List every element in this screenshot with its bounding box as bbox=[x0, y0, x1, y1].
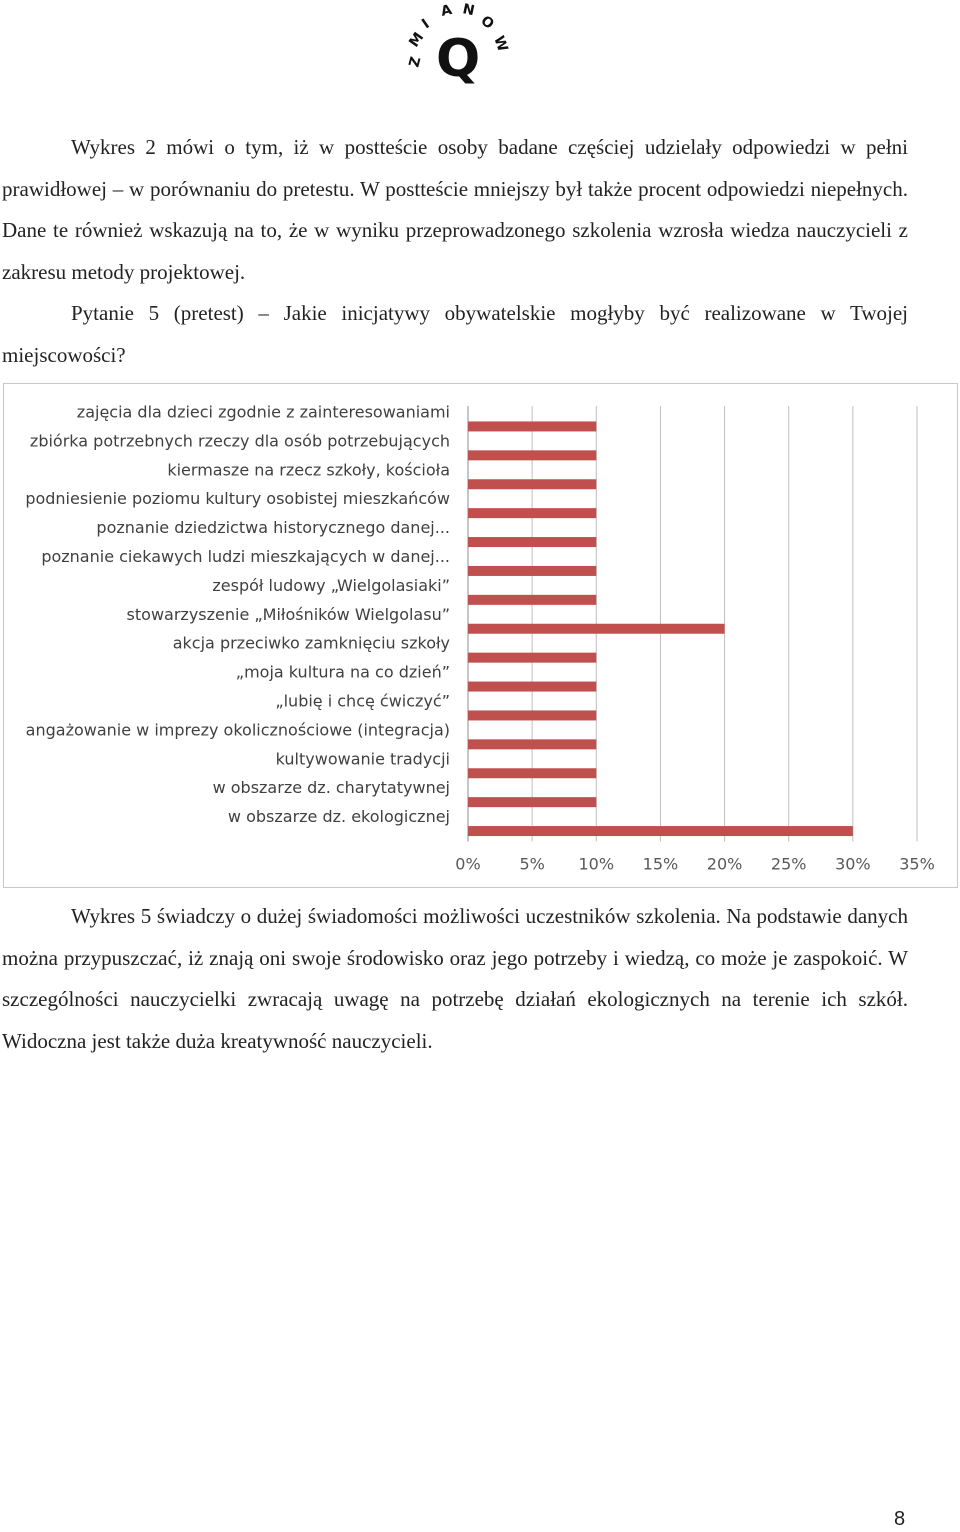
category-label: zbiórka potrzebnych rzeczy dla osób potrzebujących bbox=[29, 431, 450, 451]
category-label: poznanie ciekawych ludzi mieszkających w danej... bbox=[41, 546, 450, 566]
logo-letter: N bbox=[461, 1, 476, 20]
bar bbox=[468, 826, 853, 836]
category-label: „lubię i chcę ćwiczyć” bbox=[275, 691, 450, 711]
bar bbox=[468, 653, 596, 663]
bar bbox=[468, 450, 596, 460]
category-label: w obszarze dz. ekologicznej bbox=[227, 807, 450, 827]
question-heading bbox=[2, 293, 908, 376]
logo-letter: Z bbox=[406, 55, 425, 70]
logo-letter: A bbox=[439, 2, 454, 20]
x-tick-label: 35% bbox=[899, 854, 935, 874]
logo-letter: M bbox=[406, 29, 428, 51]
x-tick-label: 20% bbox=[706, 854, 743, 874]
x-tick-label: 30% bbox=[835, 854, 871, 874]
category-label: w obszarze dz. charytatywnej bbox=[212, 778, 450, 798]
logo-q-letter: Q bbox=[436, 29, 481, 89]
paragraph-intro-text: Wykres 2 mówi o tym, iż w postteście osoby badane częściej udzielały odpowiedzi w pełni prawidłowej – w porównaniu do pretestu. W postteście mniejszy był także procent odpowiedzi niepełnych. Dane te również wskazują na to, że w wyniku przeprowadzonego szkolenia wzrosła wiedza nauczycieli z zakresu metody projektowej. bbox=[2, 135, 908, 284]
category-label: akcja przeciwko zamknięciu szkoły bbox=[172, 633, 450, 653]
bar bbox=[468, 710, 596, 720]
x-tick-label: 25% bbox=[770, 854, 807, 874]
category-label: angażowanie w imprezy okolicznościowe (integracja) bbox=[25, 720, 450, 740]
logo-letter: I bbox=[419, 16, 433, 33]
paragraph-conclusion bbox=[2, 896, 908, 1062]
bar-chart bbox=[4, 384, 957, 887]
bar bbox=[468, 682, 596, 692]
bar bbox=[468, 508, 596, 518]
paragraph-conclusion-text: Wykres 5 świadczy o dużej świadomości możliwości uczestników szkolenia. Na podstawie danych można przypuszczać, iż znają oni swoje środowisko oraz jego potrzeby i wiedzą, co może je zaspokoić. W szczególności nauczycielki zwracają uwagę na potrzebę działań ekologicznych na terenie ich szkół. Widoczna jest także duża kreatywność nauczycieli. bbox=[2, 904, 908, 1053]
category-label: poznanie dziedzictwa historycznego danej... bbox=[96, 518, 450, 538]
bar bbox=[468, 537, 596, 547]
x-tick-label: 15% bbox=[642, 854, 679, 874]
x-tick-label: 5% bbox=[519, 854, 545, 874]
logo-letter: O bbox=[477, 12, 497, 33]
logo-graphic bbox=[400, 0, 520, 90]
bar bbox=[468, 797, 596, 807]
bar bbox=[468, 421, 596, 431]
bar bbox=[468, 595, 596, 605]
category-label: podniesienie poziomu kultury osobistej mieszkańców bbox=[25, 489, 450, 509]
bar bbox=[468, 624, 725, 634]
chart-area bbox=[3, 383, 958, 888]
category-label: kiermasze na rzecz szkoły, kościoła bbox=[167, 460, 450, 480]
category-label: „moja kultura na co dzień” bbox=[235, 662, 450, 682]
logo-letter: W bbox=[490, 33, 511, 54]
bar bbox=[468, 566, 596, 576]
question-text: Pytanie 5 (pretest) – Jakie inicjatywy obywatelskie mogłyby być realizowane w Twojej miejscowości? bbox=[2, 301, 908, 367]
paragraph-intro bbox=[2, 127, 908, 293]
category-label: zespół ludowy „Wielgolasiaki” bbox=[212, 575, 450, 595]
bar bbox=[468, 768, 596, 778]
bar bbox=[468, 479, 596, 489]
x-tick-label: 0% bbox=[455, 854, 481, 874]
logo bbox=[400, 0, 520, 90]
x-tick-label: 10% bbox=[578, 854, 615, 874]
bar bbox=[468, 739, 596, 749]
category-label: stowarzyszenie „Miłośników Wielgolasu” bbox=[126, 604, 450, 624]
category-label: zajęcia dla dzieci zgodnie z zainteresowaniami bbox=[76, 402, 450, 422]
category-label: kultywowanie tradycji bbox=[275, 749, 450, 769]
page-number: 8 bbox=[894, 1508, 906, 1530]
